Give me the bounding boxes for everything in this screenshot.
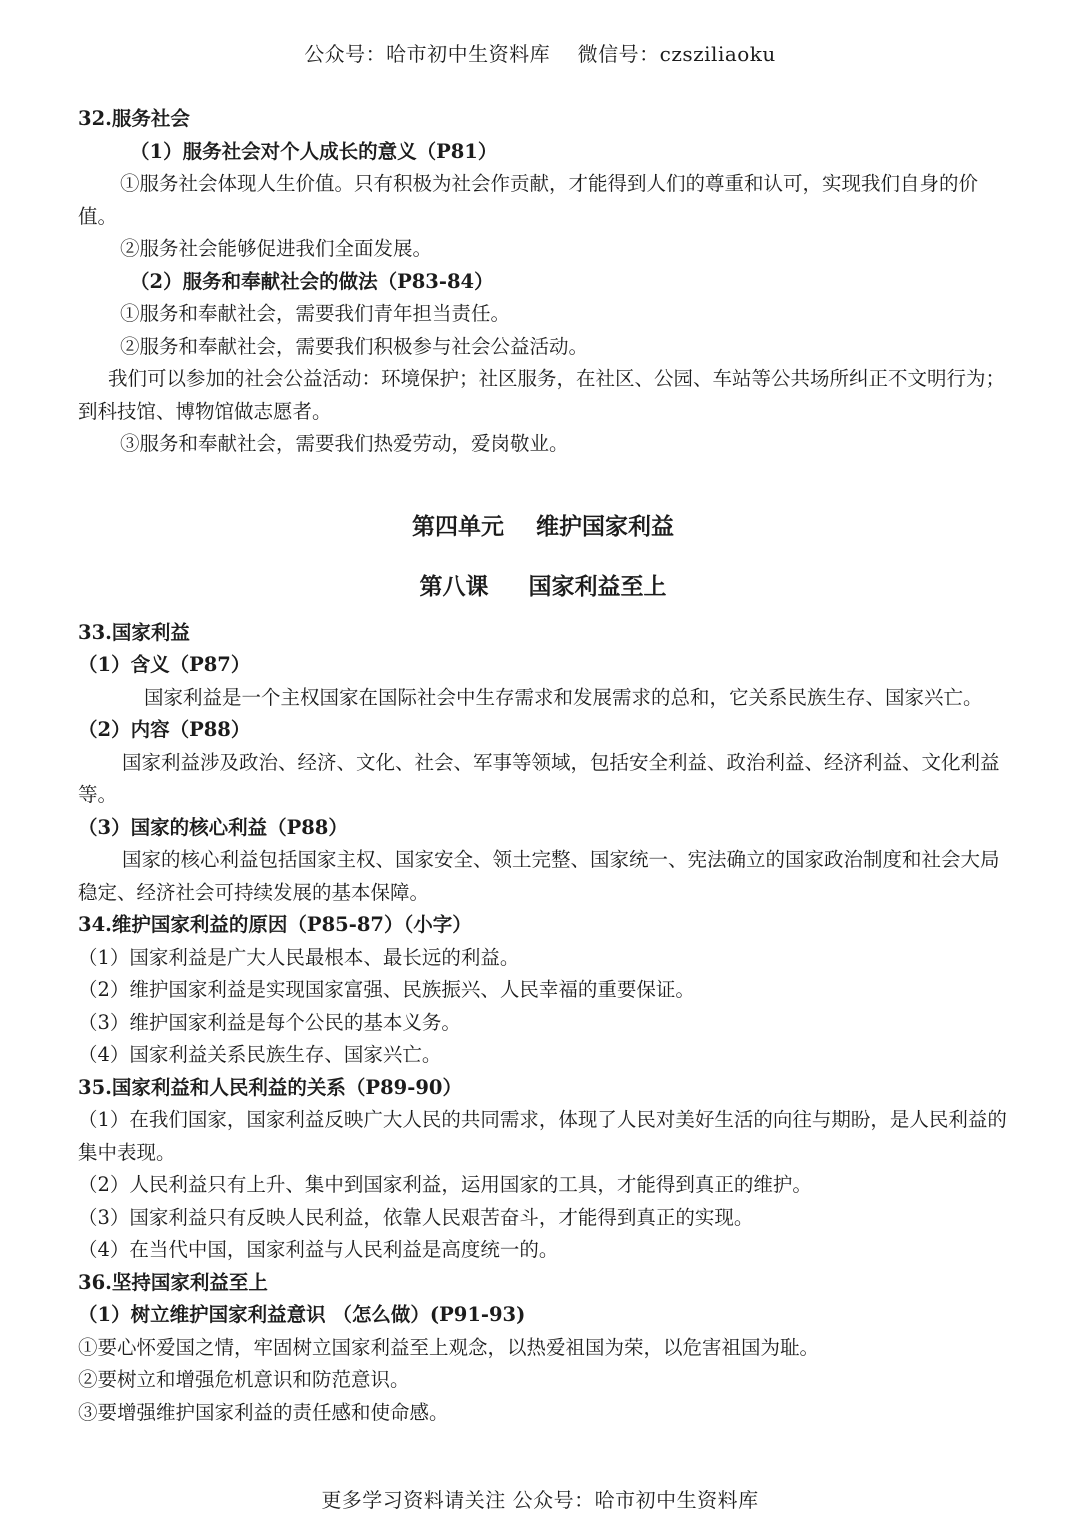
section-33-subheading-1: （1）含义（P87） [78, 653, 251, 676]
section-36-subheading-1: （1）树立维护国家利益意识 （怎么做）(P91-93) [78, 1303, 526, 1326]
list-item: （1）国家利益是广大人民最根本、最长远的利益。 [78, 945, 520, 969]
list-item: （1）在我们国家，国家利益反映广大人民的共同需求，体现了人民对美好生活的向往与期盼，是人民利益的集中表现。 [78, 1108, 1007, 1164]
list-item: （3）维护国家利益是每个公民的基本义务。 [78, 1010, 461, 1034]
section-32-paragraph: ②服务社会能够促进我们全面发展。 [120, 237, 433, 260]
section-34-title: 34.维护国家利益的原因（P85-87）（小字） [78, 913, 472, 936]
section-32-subheading-2: （2）服务和奉献社会的做法（P83-84） [130, 269, 494, 293]
section-32-title: 32.服务社会 [78, 107, 190, 130]
list-item: ③要增强维护国家利益的责任感和使命感。 [78, 1400, 449, 1424]
list-item: （4）在当代中国，国家利益与人民利益是高度统一的。 [78, 1238, 559, 1261]
section-32-paragraph: ①服务社会体现人生价值。只有积极为社会作贡献，才能得到人们的尊重和认可，实现我们自身的价值。 [78, 172, 979, 228]
page-header: 公众号：哈市初中生资料库 微信号：czsziliaoku [304, 42, 776, 66]
list-item: ②要树立和增强危机意识和防范意识。 [78, 1368, 410, 1391]
section-33-title: 33.国家利益 [78, 620, 190, 644]
section-33-subheading-3: （3）国家的核心利益（P88） [78, 815, 348, 839]
section-32-paragraph: ②服务和奉献社会，需要我们积极参与社会公益活动。 [120, 334, 589, 358]
list-item: （2）人民利益只有上升、集中到国家利益，运用国家的工具，才能得到真正的维护。 [78, 1173, 812, 1196]
section-33-paragraph: 国家利益涉及政治、经济、文化、社会、军事等领域，包括安全利益、政治利益、经济利益、文化利益等。 [78, 750, 1000, 806]
list-item: （2）维护国家利益是实现国家富强、民族振兴、人民幸福的重要保证。 [78, 978, 695, 1001]
page-footer: 更多学习资料请关注 公众号：哈市初中生资料库 [321, 1488, 759, 1512]
spacer [78, 461, 1008, 497]
lesson-title: 第八课 国家利益至上 [419, 572, 667, 600]
section-32-paragraph: 我们可以参加的社会公益活动：环境保护；社区服务，在社区、公园、车站等公共场所纠正不文明行为；到科技馆、博物馆做志愿者。 [78, 367, 1006, 423]
unit-title: 第四单元 维护国家利益 [411, 512, 675, 540]
list-item: ①要心怀爱国之情，牢固树立国家利益至上观念，以热爱祖国为荣，以危害祖国为耻。 [78, 1335, 820, 1359]
document-body [78, 103, 1008, 1429]
section-32-paragraph: ①服务和奉献社会，需要我们青年担当责任。 [120, 302, 511, 325]
section-32-paragraph: ③服务和奉献社会，需要我们热爱劳动，爱岗敬业。 [120, 432, 569, 455]
section-33-subheading-2: （2）内容（P88） [78, 718, 251, 741]
section-33-paragraph: 国家利益是一个主权国家在国际社会中生存需求和发展需求的总和，它关系民族生存、国家兴亡。 [144, 685, 983, 709]
section-32-subheading-1: （1）服务社会对个人成长的意义（P81） [130, 139, 498, 163]
section-35-title: 35.国家利益和人民利益的关系（P89-90） [78, 1075, 462, 1099]
section-33-paragraph: 国家的核心利益包括国家主权、国家安全、领土完整、国家统一、宪法确立的国家政治制度和社会大局稳定、经济社会可持续发展的基本保障。 [78, 848, 1000, 904]
list-item: （3）国家利益只有反映人民利益，依靠人民艰苦奋斗，才能得到真正的实现。 [78, 1205, 754, 1229]
list-item: （4）国家利益关系民族生存、国家兴亡。 [78, 1043, 442, 1066]
section-36-title: 36.坚持国家利益至上 [78, 1270, 268, 1294]
